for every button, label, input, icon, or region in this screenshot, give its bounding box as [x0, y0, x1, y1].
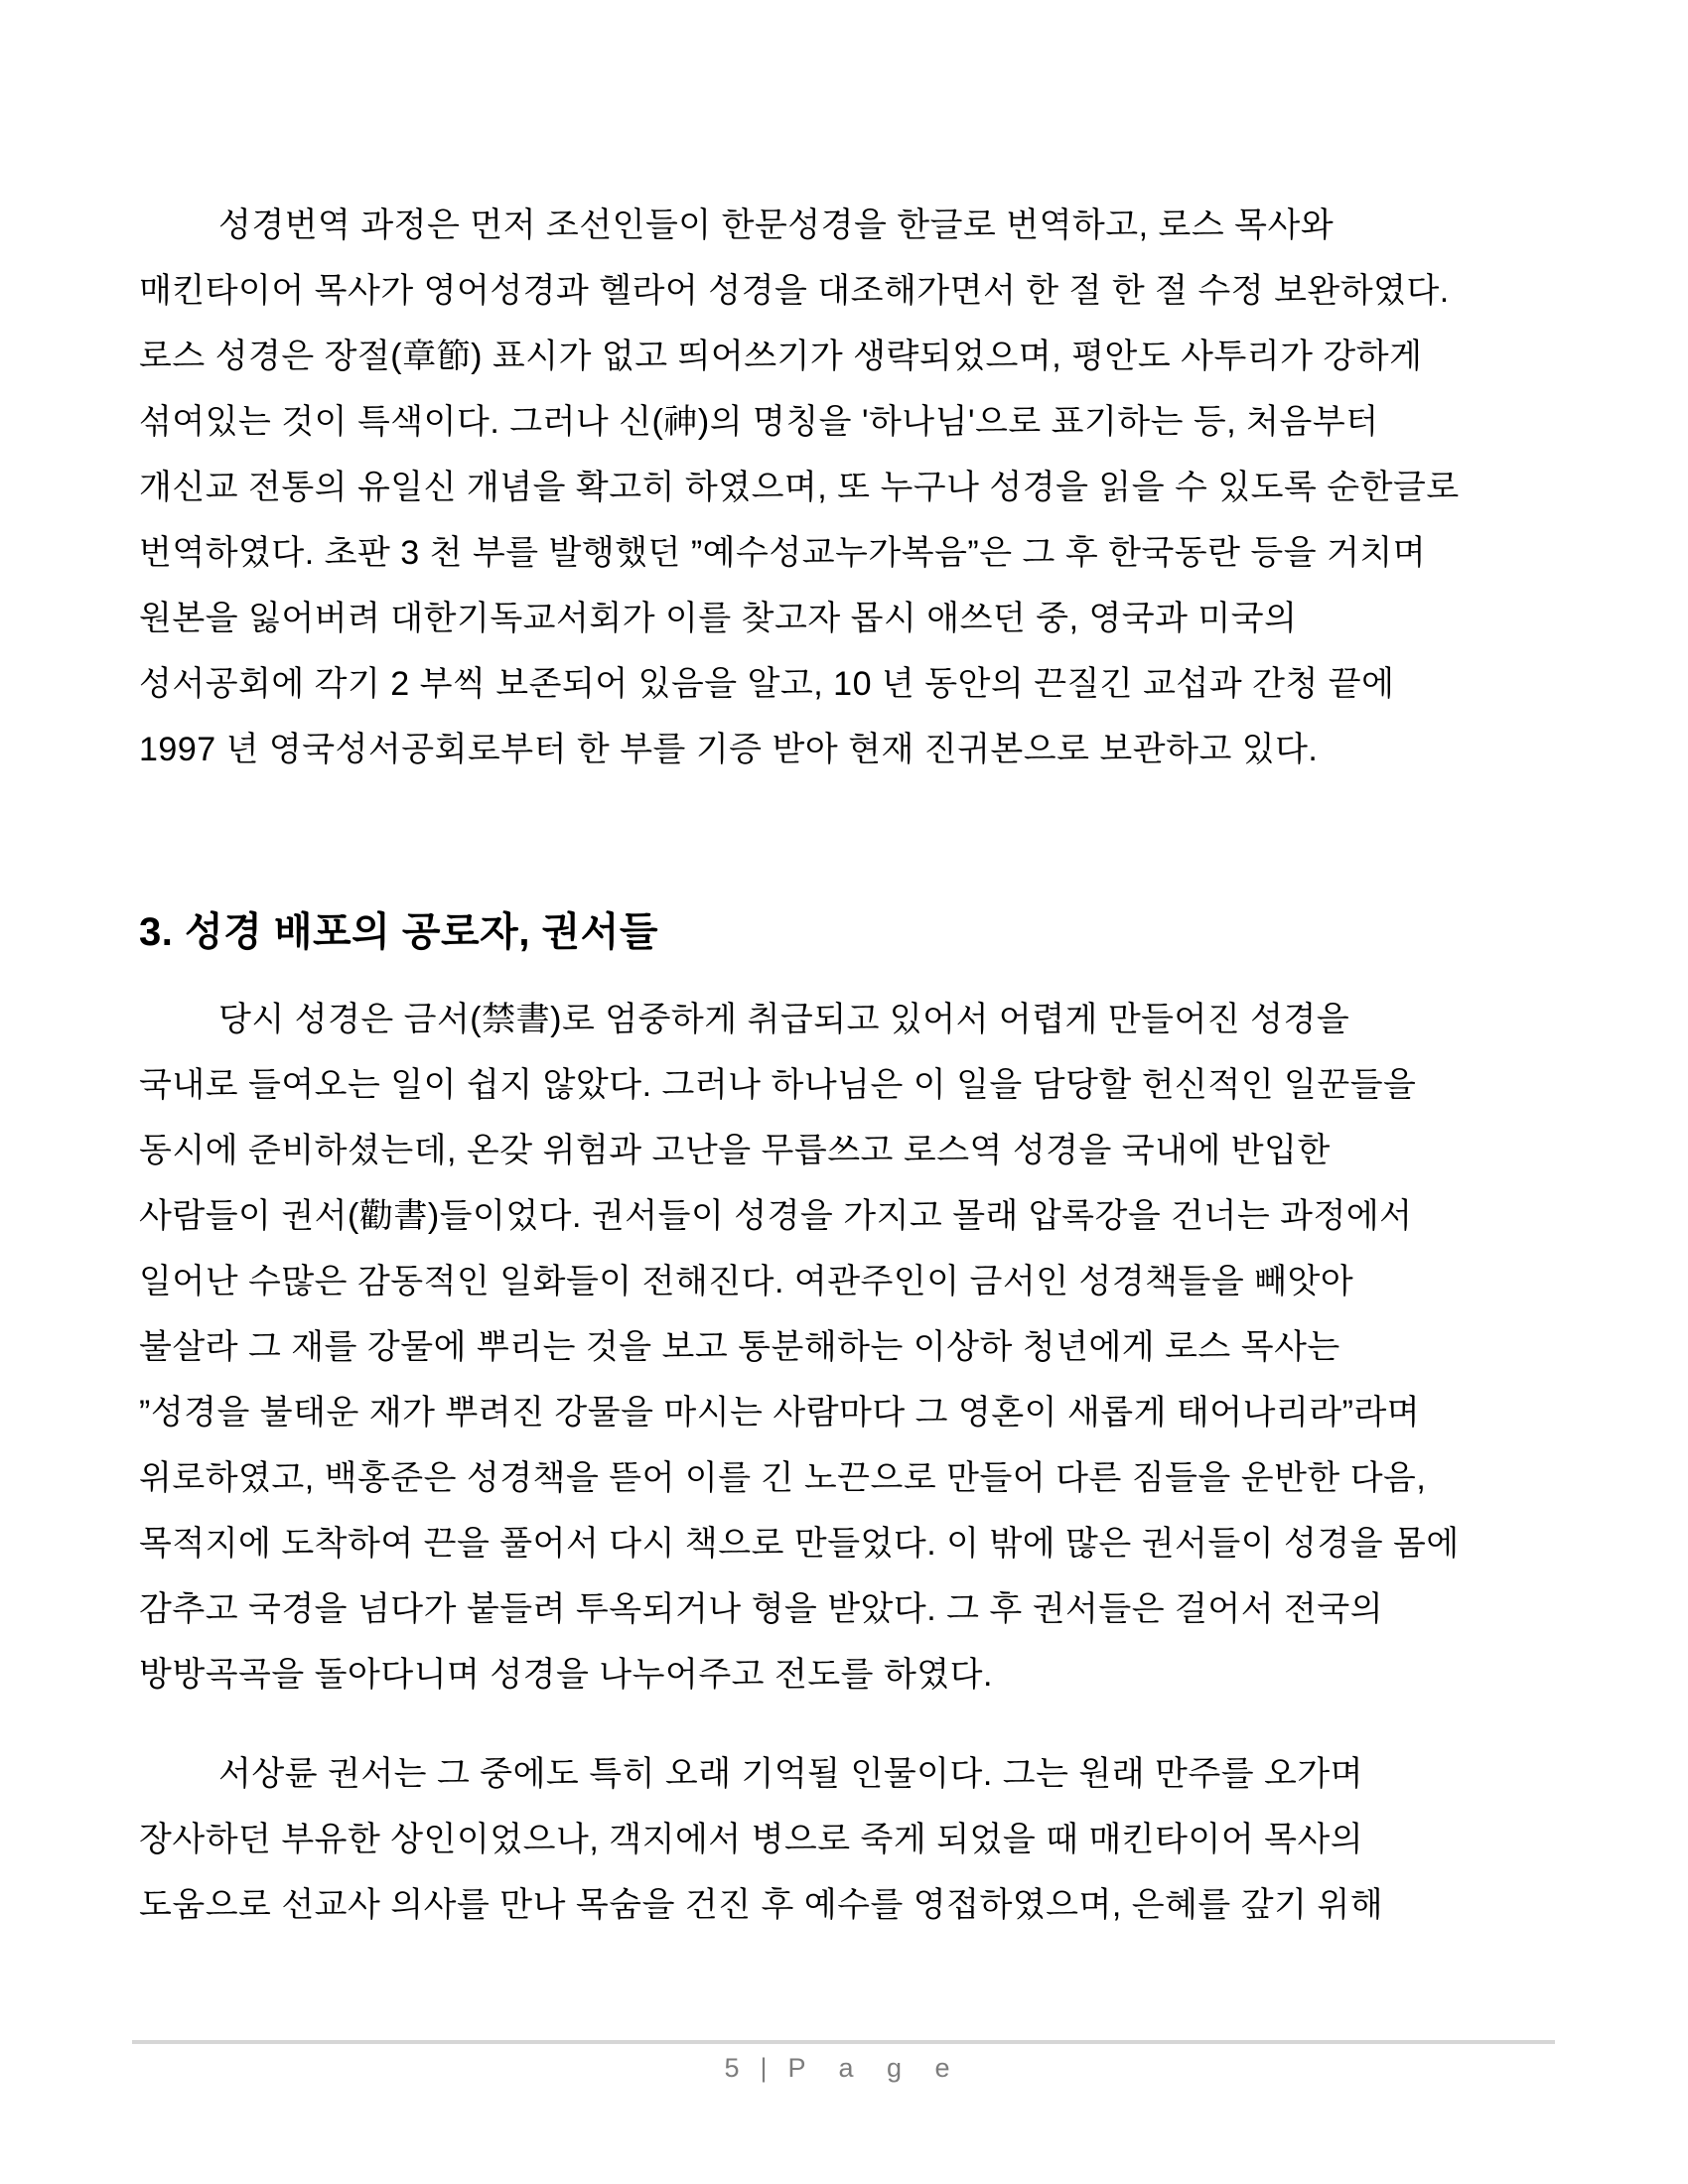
- text-line: 사람들이 권서(勸書)들이었다. 권서들이 성경을 가지고 몰래 압록강을 건너는 과정에서: [139, 1197, 1413, 1235]
- text-line: 성서공회에 각기 2 부씩 보존되어 있음을 알고, 10 년 동안의 끈질긴 교섭과 간청 끝에: [139, 665, 1395, 703]
- footer-separator: |: [760, 2053, 780, 2083]
- text-line: 목적지에 도착하여 끈을 풀어서 다시 책으로 만들었다. 이 밖에 많은 권서들이 성경을 몸에: [139, 1525, 1460, 1563]
- document-body: [139, 193, 1460, 1938]
- paragraph-seo-sang-ryun: [139, 1741, 1384, 1938]
- text-line: 원본을 잃어버려 대한기독교서회가 이를 찾고자 몹시 애쓰던 중, 영국과 미국의: [139, 600, 1298, 637]
- text-line: 1997 년 영국성서공회로부터 한 부를 기증 받아 현재 진귀본으로 보관하고 있다.: [139, 731, 1319, 768]
- text-line: 번역하였다. 초판 3 천 부를 발행했던 ”예수성교누가복음”은 그 후 한국동란 등을 거치며: [139, 534, 1427, 572]
- text-line: 섞여있는 것이 특색이다. 그러나 신(神)의 명칭을 '하나님'으로 표기하는 등, 처음부터: [139, 403, 1379, 441]
- text-line: 장사하던 부유한 상인이었으나, 객지에서 병으로 죽게 되었을 때 매킨타이어 목사의: [139, 1821, 1364, 1858]
- page-number-footer: [132, 2050, 1555, 2086]
- text-line: 불살라 그 재를 강물에 뿌리는 것을 보고 통분해하는 이상하 청년에게 로스 목사는: [139, 1328, 1340, 1366]
- text-line: 일어난 수많은 감동적인 일화들이 전해진다. 여관주인이 금서인 성경책들을 빼앗아: [139, 1263, 1354, 1300]
- text-line: 감추고 국경을 넘다가 붙들려 투옥되거나 형을 받았다. 그 후 권서들은 걸어서 전국의: [139, 1590, 1384, 1628]
- text-line: 서상륜 권서는 그 중에도 특히 오래 기억될 인물이다. 그는 원래 만주를 오가며: [218, 1755, 1364, 1793]
- footer-page-label: P a g e: [787, 2053, 963, 2083]
- text-line: 방방곡곡을 돌아다니며 성경을 나누어주고 전도를 하였다.: [139, 1656, 993, 1694]
- text-line: 매킨타이어 목사가 영어성경과 헬라어 성경을 대조해가면서 한 절 한 절 수정 보완하였다.: [139, 272, 1450, 310]
- page-number: 5: [724, 2053, 753, 2083]
- text-line: 개신교 전통의 유일신 개념을 확고히 하였으며, 또 누구나 성경을 읽을 수 있도록 순한글로: [139, 469, 1460, 506]
- paragraph-colporteurs: [139, 987, 1460, 1707]
- text-line: 성경번역 과정은 먼저 조선인들이 한문성경을 한글로 번역하고, 로스 목사와: [218, 206, 1335, 244]
- section-heading: 3. 성경 배포의 공로자, 권서들: [139, 910, 658, 954]
- text-line: 로스 성경은 장절(章節) 표시가 없고 띄어쓰기가 생략되었으며, 평안도 사투리가 강하게: [139, 338, 1423, 375]
- text-line: 도움으로 선교사 의사를 만나 목숨을 건진 후 예수를 영접하였으며, 은혜를 갚기 위해: [139, 1886, 1384, 1924]
- text-line: 당시 성경은 금서(禁書)로 엄중하게 취급되고 있어서 어렵게 만들어진 성경을: [218, 1001, 1350, 1038]
- text-line: ”성경을 불태운 재가 뿌려진 강물을 마시는 사람마다 그 영혼이 새롭게 태어나리라”라며: [139, 1394, 1421, 1432]
- text-line: 동시에 준비하셨는데, 온갖 위험과 고난을 무릅쓰고 로스역 성경을 국내에 반입한: [139, 1132, 1331, 1169]
- paragraph-translation-process: [139, 193, 1460, 782]
- text-line: 국내로 들여오는 일이 쉽지 않았다. 그러나 하나님은 이 일을 담당할 헌신적인 일꾼들을: [139, 1066, 1417, 1104]
- page-footer: [132, 2040, 1555, 2086]
- text-line: 위로하였고, 백홍준은 성경책을 뜯어 이를 긴 노끈으로 만들어 다른 짐들을 운반한 다음,: [139, 1459, 1427, 1497]
